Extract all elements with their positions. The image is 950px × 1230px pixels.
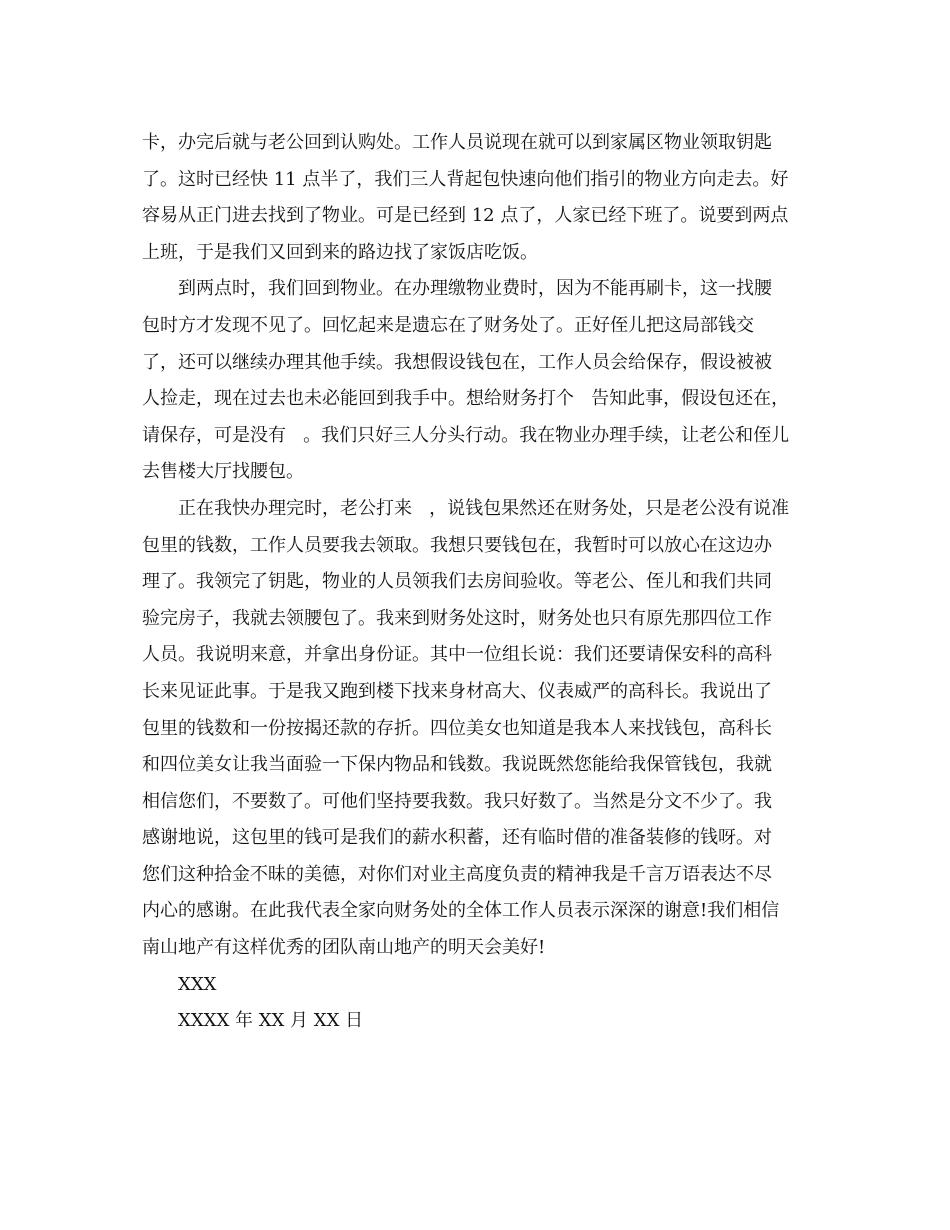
paragraph-2 <box>142 271 812 491</box>
text-line: 了。这时已经快 11 点半了，我们三人背起包快速向他们指引的物业方向走去。好 <box>142 168 789 190</box>
text-line: 长来见证此事。于是我又跑到楼下找来身材高大、仪表威严的高科长。我说出了 <box>142 680 772 702</box>
text-line: 理了。我领完了钥匙，物业的人员领我们去房间验收。等老公、侄儿和我们共同 <box>142 571 772 593</box>
paragraph-3 <box>142 491 812 967</box>
text-line: 正在我快办理完时，老公打来 ，说钱包果然还在财务处，只是老公没有说准 <box>178 497 790 519</box>
text-line: 南山地产有这样优秀的团队南山地产的明天会美好! <box>142 937 546 959</box>
text-line: 人捡走，现在过去也未必能回到我手中。想给财务打个 告知此事，假设包还在， <box>142 388 790 410</box>
signature-date: XXXX 年 XX 月 XX 日 <box>178 1010 364 1032</box>
text-line: 卡，办完后就与老公回到认购处。工作人员说现在就可以到家属区物业领取钥匙 <box>142 132 772 153</box>
text-line: 感谢地说，这包里的钱可是我们的薪水积蓄，还有临时借的准备装修的钱呀。对 <box>142 827 772 849</box>
text-line: 相信您们，不要数了。可他们坚持要我数。我只好数了。当然是分文不少了。我 <box>142 790 772 812</box>
text-line: 您们这种拾金不昧的美德，对你们对业主高度负责的精神我是千言万语表达不尽 <box>142 863 772 885</box>
text-line: 人员。我说明来意，并拿出身份证。其中一位组长说：我们还要请保安科的高科 <box>142 644 772 666</box>
text-line: 验完房子，我就去领腰包了。我来到财务处这时，财务处也只有原先那四位工作 <box>142 607 772 629</box>
text-line: 内心的感谢。在此我代表全家向财务处的全体工作人员表示深深的谢意!我们相信 <box>142 900 780 922</box>
text-line: 请保存，可是没有 。我们只好三人分头行动。我在物业办理手续，让老公和侄儿 <box>142 424 790 446</box>
text-line: 和四位美女让我当面验一下保内物品和钱数。我说既然您能给我保管钱包，我就 <box>142 754 772 776</box>
text-line: 到两点时，我们回到物业。在办理缴物业费时，因为不能再刷卡，这一找腰 <box>178 278 772 300</box>
text-line: 包里的钱数和一份按揭还款的存折。四位美女也知道是我本人来找钱包，高科长 <box>142 717 772 739</box>
text-line: 包里的钱数，工作人员要我去领取。我想只要钱包在，我暂时可以放心在这边办 <box>142 534 772 556</box>
text-line: 去售楼大厅找腰包。 <box>142 461 304 483</box>
document-body <box>142 125 812 1040</box>
signature-block <box>142 967 812 1040</box>
paragraph-1 <box>142 125 812 271</box>
text-line: 容易从正门进去找到了物业。可是已经到 12 点了，人家已经下班了。说要到两点 <box>142 205 789 227</box>
text-line: 包时方才发现不见了。回忆起来是遗忘在了财务处了。正好侄儿把这局部钱交 <box>142 314 754 336</box>
signature-name: XXX <box>178 973 217 995</box>
text-line: 上班，于是我们又回到来的路边找了家饭店吃饭。 <box>142 241 538 263</box>
text-line: 了，还可以继续办理其他手续。我想假设钱包在，工作人员会给保存，假设被被 <box>142 351 772 373</box>
